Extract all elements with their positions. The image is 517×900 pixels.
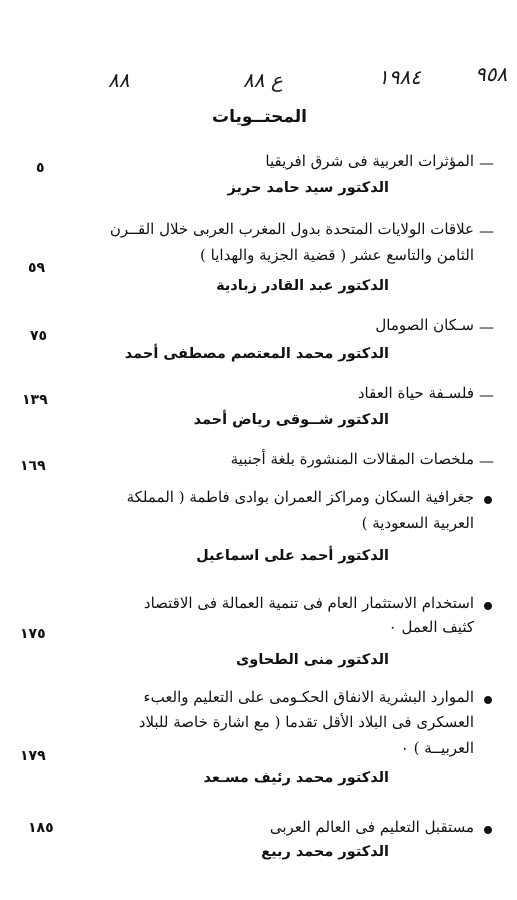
dash-marker: — — [479, 452, 494, 470]
entry-title: جغرافية السكان ومراكز العمران بوادى فاطمة ( المملكة — [126, 488, 474, 506]
entry-author: الدكتور محمد رئيف مسـعد — [203, 770, 389, 786]
page-number: ١٨٥ — [28, 820, 54, 836]
entry-title: الثامن والتاسع عشر ( قضية الجزية والهدايا ) — [200, 246, 474, 264]
bullet-icon — [484, 826, 492, 834]
entry-title: فلسـفة حياة العقاد — [357, 384, 474, 402]
toc-sub-entry — [14, 488, 504, 578]
entry-title: العربية السعودية ) — [361, 514, 474, 532]
toc-entry — [14, 152, 504, 212]
bullet-icon — [484, 696, 492, 704]
dash-marker: — — [479, 154, 494, 172]
dash-marker: — — [479, 222, 494, 240]
page-number: ١٧٥ — [20, 626, 46, 642]
page-number: ١٣٩ — [22, 392, 48, 408]
handwritten-volume: ٨٨ — [108, 68, 130, 92]
toc-entry — [14, 316, 504, 376]
entry-title: كثيف العمل ٠ — [388, 618, 474, 636]
dash-marker: — — [479, 386, 494, 404]
entry-title: العربيــة ) ٠ — [400, 739, 474, 757]
dash-marker: — — [479, 318, 494, 336]
entry-title: المؤثرات العربية فى شرق افريقيا — [265, 152, 474, 170]
toc-sub-entry — [14, 594, 504, 674]
toc-entry — [14, 220, 504, 300]
toc-entry — [14, 384, 504, 434]
entry-title: ملخصات المقالات المنشورة بلغة أجنبية — [230, 450, 474, 468]
entry-author: الدكتور محمد ربيع — [261, 844, 389, 860]
toc-entry — [14, 450, 504, 480]
page-number: ٥ — [36, 160, 45, 176]
entry-author: الدكتور محمد المعتصم مصطفى أحمد — [124, 346, 389, 362]
toc-sub-entry — [14, 818, 504, 878]
entry-title: استخدام الاستثمار العام فى تنمية العمالة فى الاقتصاد — [143, 594, 474, 612]
bullet-icon — [484, 496, 492, 504]
entry-title: علاقات الولايات المتحدة بدول المغرب العربى خلال القــرن — [109, 220, 474, 238]
entry-title: مستقبل التعليم فى العالم العربى — [269, 818, 474, 836]
entry-author: الدكتور عبد القادر زبادية — [216, 278, 389, 294]
handwritten-number: ٩٥٨ — [475, 62, 508, 86]
page-number: ١٦٩ — [20, 458, 46, 474]
entry-title: سـكان الصومال — [375, 316, 474, 334]
page-number: ٥٩ — [28, 260, 46, 276]
entry-author: الدكتور أحمد على اسماعيل — [196, 548, 389, 564]
page-title: المحتــويات — [212, 107, 307, 127]
page-number: ١٧٩ — [20, 748, 46, 764]
handwritten-issue: ع ٨٨ — [243, 68, 283, 92]
toc-sub-entry — [14, 688, 504, 798]
entry-author: الدكتور سيد حامد حريز — [227, 180, 389, 196]
page-number: ٧٥ — [30, 328, 48, 344]
handwritten-year: ١٩٨٤ — [378, 65, 421, 89]
entry-title: العسكرى فى البلاد الأقل تقدما ( مع اشارة خاصة للبلاد — [138, 713, 474, 731]
entry-title: الموارد البشرية الانفاق الحكـومى على التعليم والعبء — [143, 688, 474, 706]
entry-author: الدكتور شــوقى رياض أحمد — [193, 412, 389, 428]
bullet-icon — [484, 602, 492, 610]
entry-author: الدكتور منى الطحاوى — [236, 652, 389, 668]
